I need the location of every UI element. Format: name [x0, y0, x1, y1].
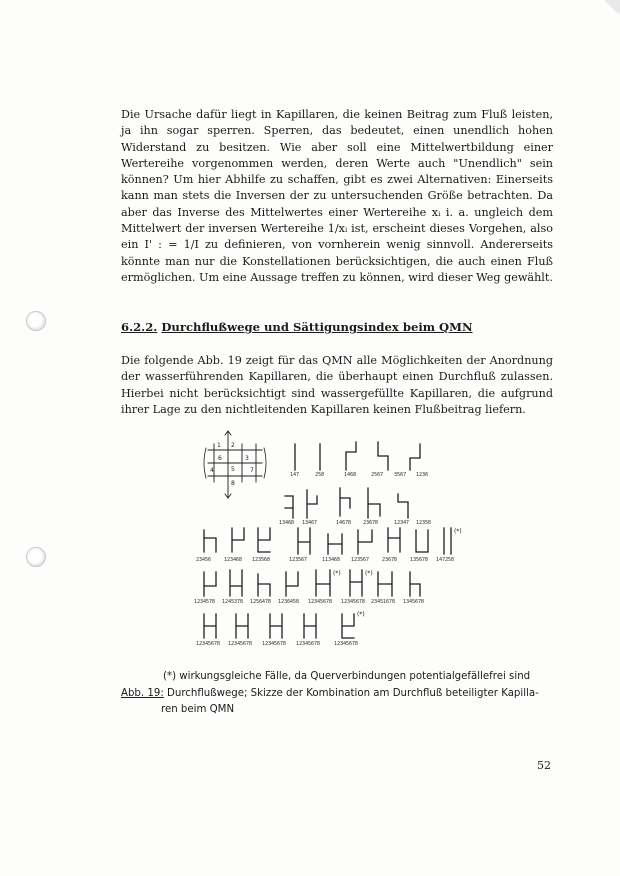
path-label: 12358 [416, 520, 431, 526]
path-label: 12345678 [341, 599, 365, 605]
path-label: 1234578 [194, 599, 215, 605]
caption-line-1: Durchflußwege; Skizze der Kombination am Durchfluß beteiligter Kapilla- [167, 688, 539, 699]
caption-label: Abb. 19: [121, 688, 164, 699]
equivalence-marker: (*) [365, 570, 373, 577]
equivalence-marker: (*) [333, 570, 341, 577]
path-label: 12347 [394, 520, 409, 526]
row-1-paths [295, 442, 420, 470]
path-label: 123567 [351, 557, 369, 563]
path-label: 12345678 [296, 641, 320, 647]
qmn-grid-diagram [204, 431, 266, 498]
punch-hole [26, 311, 46, 331]
path-label: 13468 [279, 520, 294, 526]
path-label: 258 [315, 472, 324, 478]
path-label: 135678 [410, 557, 428, 563]
grid-label: 5 [231, 466, 235, 473]
path-label: 123468 [224, 557, 242, 563]
path-label: 12345678 [308, 599, 332, 605]
path-label: 14678 [336, 520, 351, 526]
section-number: 6.2.2. [121, 320, 158, 334]
figure-caption [121, 686, 561, 718]
paragraph-causes: Die Ursache dafür liegt in Kapillaren, die keinen Beitrag zum Fluß leisten, ja ihn sogar sperren. Sperren, das bedeutet, einen unendlich hohen Widerstand zu besitzen. Wie aber soll eine Mittelwertbildung einer Wertereihe vorgenommen werden, deren Werte auch "Unendlich" sein können? Um hier Abhilfe zu schaffen, gibt es zwei Alternativen: Einerseits kann man stets die Inversen der zu untersuchenden Größe betrachten. Da aber das Inverse des Mittelwertes einer Wertereihe xᵢ i. a. ungleich dem Mittelwert der inversen Wertereihe 1/xᵢ ist, erscheint dieses Vorgehen, also ein I' : = 1/I zu definieren, von vornherein wenig sinnvoll. Andererseits könnte man nur die Konstellationen berücksichtigen, die auch einen Fluß ermöglichen. Um eine Aussage treffen zu können, wird dieser Weg gewählt. [121, 108, 553, 284]
punch-hole [26, 547, 46, 567]
grid-label: 1 [217, 442, 221, 449]
row-3-paths [204, 528, 451, 554]
path-label: 12345678 [334, 641, 358, 647]
path-label: 12345678 [262, 641, 286, 647]
grid-label: 6 [218, 455, 222, 462]
path-label: 23451678 [371, 599, 395, 605]
path-label: 123568 [252, 557, 270, 563]
path-label: 147258 [436, 557, 454, 563]
figure-19-flow-paths [190, 428, 570, 654]
grid-label: 3 [245, 455, 249, 462]
equivalence-marker: (*) [357, 611, 365, 618]
page-number: 52 [537, 759, 551, 772]
caption-line-2: ren beim QMN [161, 704, 235, 715]
path-label: 113468 [322, 557, 340, 563]
section-heading [121, 320, 553, 334]
paragraph-figure-intro: Die folgende Abb. 19 zeigt für das QMN alle Möglichkeiten der Anordnung der wasserführenden Kapillaren, die überhaupt einen Durchfluß zulassen. Hierbei nicht berücksichtigt sind wassergefüllte Kapillaren, die aufgrund ihrer Lage zu den nichtleitenden Kapillaren keinen Flußbeitrag liefern. [121, 354, 553, 416]
path-label: 1245378 [222, 599, 243, 605]
path-label: 123567 [289, 557, 307, 563]
row-5-paths [204, 614, 354, 638]
path-label: 1256478 [250, 599, 271, 605]
path-label: 12345678 [228, 641, 252, 647]
row-4-paths [204, 570, 420, 596]
grid-label: 8 [231, 480, 235, 487]
path-label: 23678 [382, 557, 397, 563]
path-label: 147 [290, 472, 299, 478]
path-label: 1345678 [403, 599, 424, 605]
section-title: Durchflußwege und Sättigungsindex beim QMN [161, 320, 473, 334]
path-label: 1468 [344, 472, 356, 478]
row-2-paths [285, 488, 408, 518]
path-label: 13467 [302, 520, 317, 526]
grid-label: 2 [231, 442, 235, 449]
grid-label: 4 [210, 467, 214, 474]
path-label: 12345678 [196, 641, 220, 647]
grid-label: 7 [250, 467, 254, 474]
path-label: 1236458 [278, 599, 299, 605]
page-corner-fold [602, 0, 620, 14]
path-label: 3567 [394, 472, 406, 478]
equivalence-marker: (*) [454, 528, 462, 535]
path-label: 23456 [196, 557, 211, 563]
path-label: 2567 [371, 472, 383, 478]
path-label: 23678 [363, 520, 378, 526]
figure-footnote: (*) wirkungsgleiche Fälle, da Querverbindungen potentialgefällefrei sind [163, 671, 531, 682]
path-label: 1236 [416, 472, 428, 478]
